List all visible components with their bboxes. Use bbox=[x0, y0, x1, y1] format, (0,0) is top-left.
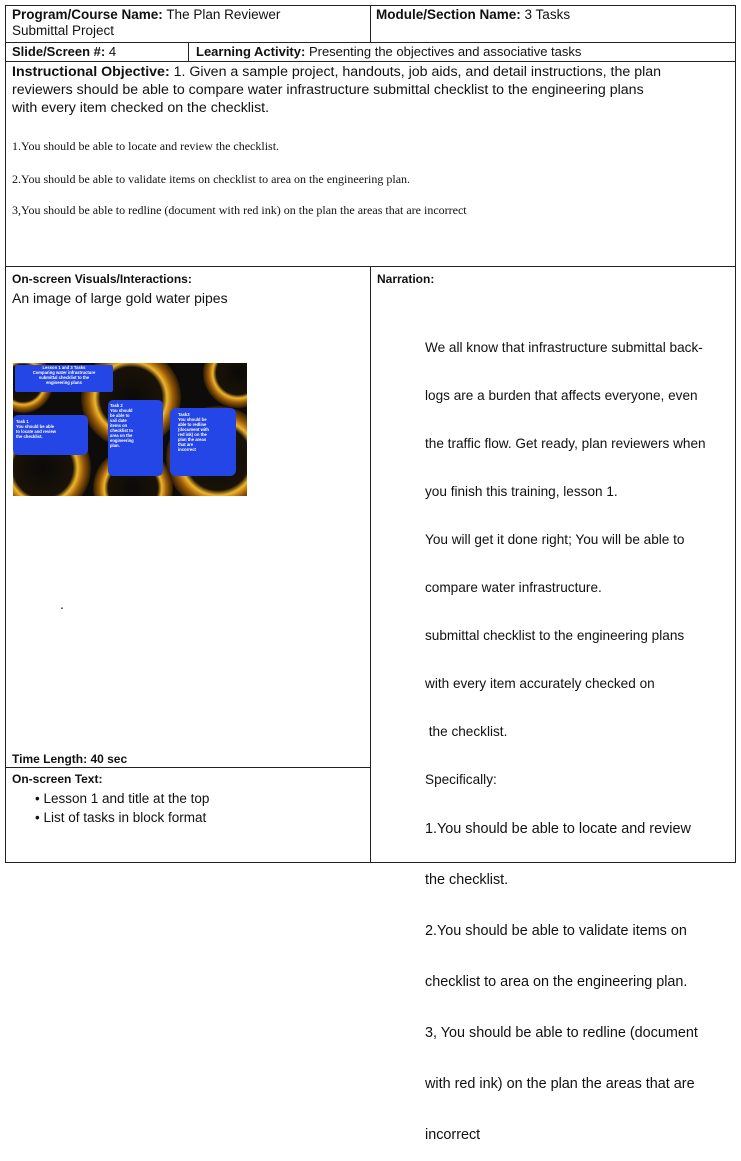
task2-line6: area on the bbox=[110, 433, 133, 438]
task1-line3: the checklist. bbox=[16, 434, 43, 439]
row-divider-1 bbox=[5, 42, 736, 43]
narration-line: 1.You should be able to locate and review bbox=[425, 821, 691, 837]
objective-item-3: 3,You should be able to redline (document with red ink) on the plan the areas that are incorrect bbox=[12, 203, 467, 217]
module-value: 3 Tasks bbox=[524, 7, 571, 22]
slide-title-line2: Comparing water infrastructure bbox=[32, 370, 96, 375]
narration-line: We all know that infrastructure submittal back- bbox=[425, 340, 703, 355]
task2-line3: vali date bbox=[110, 418, 127, 423]
task1-line1: You should be able bbox=[16, 424, 55, 429]
slide-cell bbox=[12, 44, 187, 60]
task1-title: Task 1 bbox=[16, 419, 29, 424]
slide-title-line4: engineering plans bbox=[46, 380, 82, 385]
task1-box bbox=[13, 415, 88, 455]
narration-line: with every item accurately checked on bbox=[425, 676, 655, 691]
task3-line6: that are bbox=[178, 442, 194, 447]
narration-text bbox=[425, 308, 735, 1161]
visuals-label: On-screen Visuals/Interactions: bbox=[12, 272, 192, 286]
slide-thumbnail bbox=[13, 363, 247, 496]
objective-label: Instructional Objective: bbox=[12, 64, 170, 80]
task2-line2: be able to bbox=[110, 413, 130, 418]
task2-line5: checklist to bbox=[110, 428, 134, 433]
objective-line2: reviewers should be able to compare water infrastructure submittal checklist to the engineering plans bbox=[12, 82, 644, 98]
task3-line1: You should be bbox=[178, 417, 207, 422]
module-cell bbox=[376, 7, 731, 23]
narration-line: submittal checklist to the engineering plans bbox=[425, 628, 685, 643]
program-cell bbox=[12, 7, 367, 39]
activity-value: Presenting the objectives and associative tasks bbox=[308, 44, 582, 59]
narration-label: Narration: bbox=[377, 272, 435, 286]
objective-item-2: 2.You should be able to validate items on checklist to area on the engineering plan. bbox=[12, 172, 411, 186]
task3-box bbox=[170, 408, 236, 476]
task3-line7: incorrect bbox=[178, 447, 196, 452]
onscreen-bullet-1 bbox=[35, 791, 209, 806]
narration-line: You will get it done right; You will be able to bbox=[425, 532, 685, 547]
time-length: Time Length: 40 sec bbox=[12, 752, 128, 766]
narration-line: incorrect bbox=[425, 1127, 481, 1143]
task2-box bbox=[108, 400, 163, 476]
program-value-line2: Submittal Project bbox=[12, 23, 115, 38]
narration-line: logs are a burden that affects everyone, even bbox=[425, 388, 698, 403]
task2-line8: plan. bbox=[110, 443, 120, 448]
task3-line2: able to redline bbox=[178, 422, 207, 427]
task1-line2: to locate and review bbox=[16, 429, 57, 434]
slide-value: 4 bbox=[108, 44, 117, 59]
row-divider-2 bbox=[5, 61, 736, 62]
col-divider-slide bbox=[188, 42, 189, 61]
narration-line: the checklist. bbox=[425, 872, 509, 888]
onscreen-text-label: On-screen Text: bbox=[12, 772, 103, 786]
task2-line1: You should bbox=[110, 408, 133, 413]
slide-title-line1: Lesson 1 and 3 Tasks bbox=[42, 365, 86, 370]
col-divider-main bbox=[370, 266, 371, 863]
task2-line7: engineering bbox=[110, 438, 134, 443]
module-label: Module/Section Name: bbox=[376, 7, 521, 22]
task3-line4: red ink) on the bbox=[178, 432, 207, 437]
program-label: Program/Course Name: bbox=[12, 7, 163, 22]
narration-line: Specifically: bbox=[425, 772, 497, 787]
narration-line: checklist to area on the engineering plan. bbox=[425, 974, 688, 990]
objective-item-1: 1.You should be able to locate and review the checklist. bbox=[12, 139, 280, 153]
slide-title-box bbox=[15, 365, 113, 392]
task3-line5: plan the areas bbox=[178, 437, 207, 442]
objective-line1: 1. Given a sample project, handouts, job aids, and detail instructions, the plan bbox=[173, 64, 662, 80]
bullet-dot-icon: • bbox=[35, 810, 44, 825]
task2-line4: items on bbox=[110, 423, 128, 428]
narration-line: compare water infrastructure. bbox=[425, 580, 602, 595]
narration-line: 2.You should be able to validate items on bbox=[425, 923, 687, 939]
program-value-line1: The Plan Reviewer bbox=[166, 7, 281, 22]
onscreen-bullet-2 bbox=[35, 810, 206, 825]
narration-line: the traffic flow. Get ready, plan reviewers when bbox=[425, 436, 706, 451]
objective-block bbox=[12, 63, 734, 117]
activity-cell bbox=[196, 44, 734, 60]
objective-line3: with every item checked on the checklist. bbox=[12, 100, 270, 116]
task3-title: Task3 bbox=[178, 412, 190, 417]
bullet-dot-icon: • bbox=[35, 791, 44, 806]
activity-label: Learning Activity: bbox=[196, 44, 306, 59]
onscreen-bullet-2-text: List of tasks in block format bbox=[43, 810, 207, 825]
row-divider-time bbox=[5, 767, 371, 768]
narration-line: you finish this training, lesson 1. bbox=[425, 484, 618, 499]
col-divider-header bbox=[370, 5, 371, 42]
stray-dot: . bbox=[60, 596, 64, 612]
task3-line3: (document with bbox=[178, 427, 209, 432]
task2-title: Task 2 bbox=[110, 403, 123, 408]
narration-line: with red ink) on the plan the areas that are bbox=[425, 1076, 695, 1092]
table-border-right bbox=[735, 5, 736, 863]
onscreen-bullet-1-text: Lesson 1 and title at the top bbox=[43, 791, 210, 806]
visuals-description: An image of large gold water pipes bbox=[12, 290, 228, 306]
narration-line: the checklist. bbox=[425, 724, 508, 739]
narration-line: 3, You should be able to redline (document bbox=[425, 1025, 698, 1041]
slide-label: Slide/Screen #: bbox=[12, 44, 106, 59]
slide-title-line3: submittal checklist to the bbox=[38, 375, 90, 380]
table-border-left bbox=[5, 5, 6, 863]
